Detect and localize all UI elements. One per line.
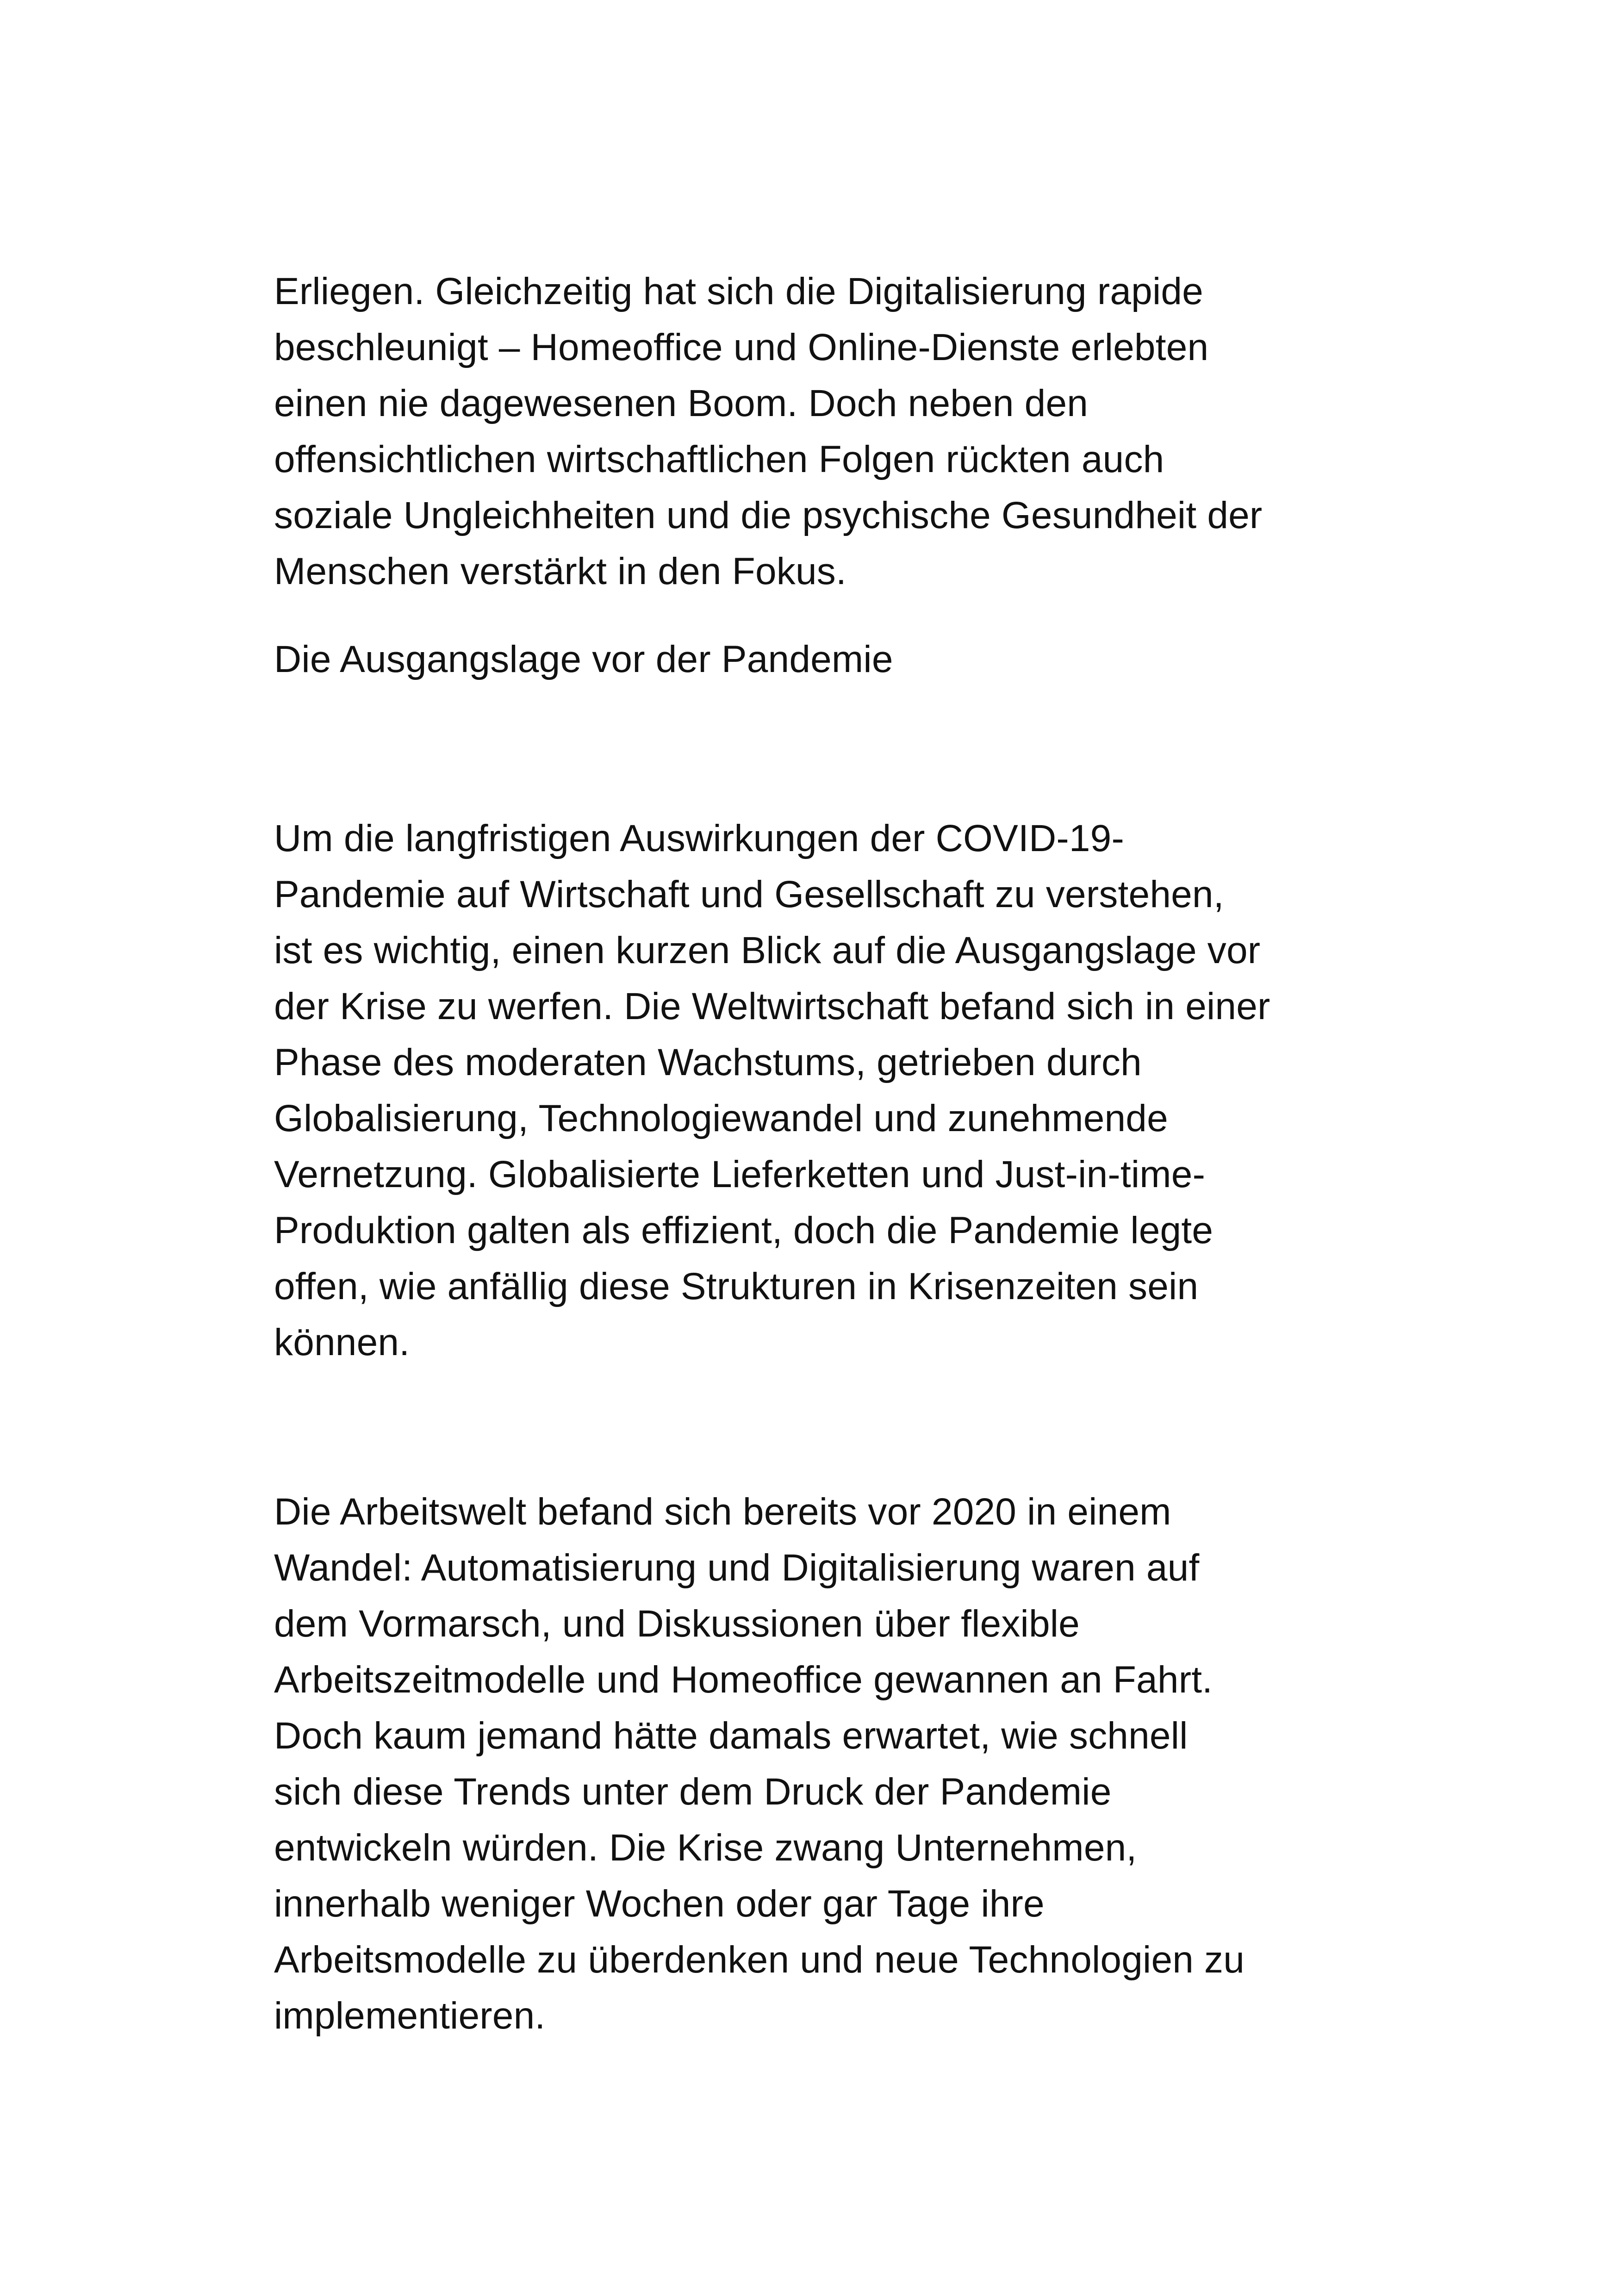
text-line: können. (274, 1321, 410, 1363)
text-line: Erliegen. Gleichzeitig hat sich die Digitalisierung rapide (274, 270, 1203, 312)
text-line: Um die langfristigen Auswirkungen der COVID-19- (274, 817, 1124, 859)
text-line: Menschen verstärkt in den Fokus. (274, 550, 846, 592)
text-line: Phase des moderaten Wachstums, getrieben durch (274, 1041, 1142, 1083)
text-line: offensichtlichen wirtschaftlichen Folgen rückten auch (274, 438, 1164, 480)
text-line: Pandemie auf Wirtschaft und Gesellschaft zu verstehen, (274, 873, 1224, 915)
text-line: Wandel: Automatisierung und Digitalisierung waren auf (274, 1547, 1200, 1589)
text-line: innerhalb weniger Wochen oder gar Tage ihre (274, 1883, 1045, 1925)
section-heading: Die Ausgangslage vor der Pandemie (274, 638, 893, 680)
text-line: entwickeln würden. Die Krise zwang Unternehmen, (274, 1827, 1137, 1869)
text-line: beschleunigt – Homeoffice und Online-Dienste erlebten (274, 326, 1209, 368)
text-line: Produktion galten als effizient, doch die Pandemie legte (274, 1209, 1214, 1251)
text-line: Doch kaum jemand hätte damals erwartet, wie schnell (274, 1715, 1188, 1757)
text-line: soziale Ungleichheiten und die psychische Gesundheit der (274, 494, 1263, 536)
text-line: offen, wie anfällig diese Strukturen in Krisenzeiten sein (274, 1265, 1199, 1307)
text-line: ist es wichtig, einen kurzen Blick auf die Ausgangslage vor (274, 929, 1261, 971)
text-line: einen nie dagewesenen Boom. Doch neben den (274, 382, 1089, 424)
text-line: sich diese Trends unter dem Druck der Pandemie (274, 1771, 1112, 1813)
text-line: implementieren. (274, 1995, 546, 2037)
text-line: Arbeitszeitmodelle und Homeoffice gewannen an Fahrt. (274, 1659, 1213, 1701)
text-line: Die Arbeitswelt befand sich bereits vor 2020 in einem (274, 1491, 1171, 1533)
text-line: Arbeitsmodelle zu überdenken und neue Technologien zu (274, 1939, 1245, 1981)
text-line: Globalisierung, Technologiewandel und zunehmende (274, 1097, 1168, 1139)
text-line: Vernetzung. Globalisierte Lieferketten und Just-in-time- (274, 1153, 1206, 1195)
text-line: der Krise zu werfen. Die Weltwirtschaft befand sich in einer (274, 985, 1270, 1027)
text-line: dem Vormarsch, und Diskussionen über flexible (274, 1603, 1080, 1645)
